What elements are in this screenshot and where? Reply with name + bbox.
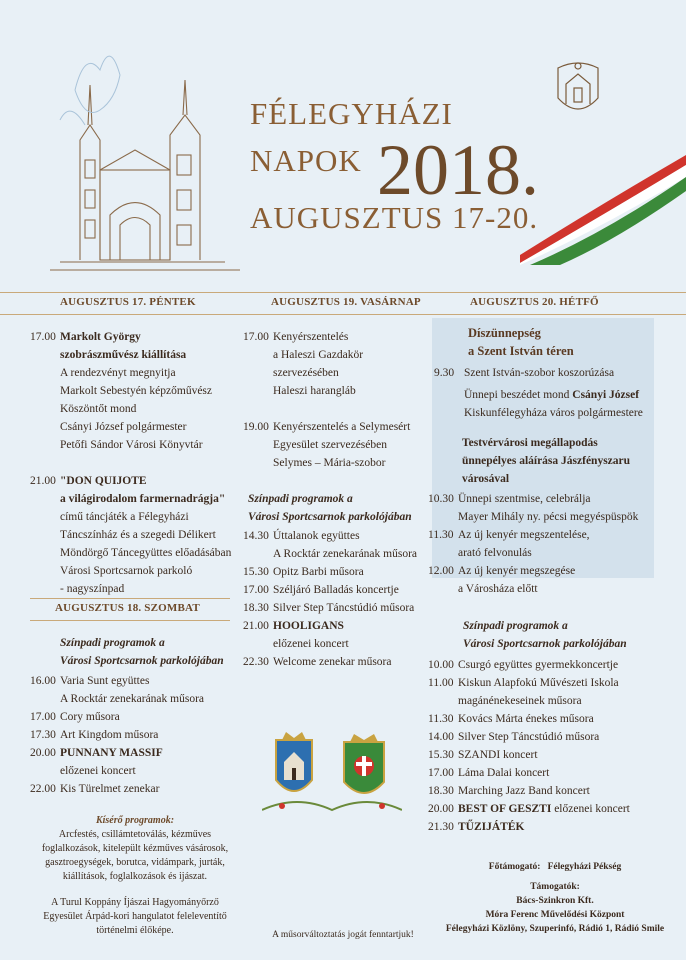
schedule-row [243, 599, 443, 617]
heading-rule [0, 314, 686, 315]
monday-schedule [428, 490, 678, 598]
schedule-row [30, 672, 240, 690]
schedule-row [30, 508, 240, 526]
schedule-text: Kovács Márta énekes műsora [458, 713, 594, 725]
heading-rule [30, 620, 230, 621]
schedule-time: 10.30 [428, 493, 454, 505]
schedule-text: A Rocktár zenekarának műsora [273, 548, 418, 560]
schedule-text: előzenei koncert [60, 765, 136, 777]
schedule-row [30, 562, 240, 580]
schedule-row [30, 690, 240, 708]
saturday-schedule [30, 672, 240, 798]
town-crests-icon [262, 730, 402, 818]
schedule-row [30, 328, 240, 346]
schedule-text: - nagyszínpad [60, 583, 125, 595]
schedule-time: 17.00 [428, 767, 454, 779]
schedule-row [30, 382, 240, 400]
schedule-time: 20.00 [428, 803, 454, 815]
schedule-row [428, 800, 678, 818]
church-illustration [40, 30, 250, 280]
schedule-row [30, 708, 240, 726]
schedule-row [30, 490, 240, 508]
schedule-time: 15.30 [428, 749, 454, 761]
schedule-row [428, 818, 678, 836]
day-sunday: AUGUSZTUS 19. VASÁRNAP [271, 296, 421, 308]
schedule-text: Az új kenyér megszegése [458, 565, 576, 577]
schedule-row [428, 674, 678, 692]
schedule-text: Kis Türelmet zenekar [60, 783, 160, 795]
schedule-row [428, 508, 678, 526]
schedule-row [428, 728, 678, 746]
schedule-row [243, 436, 443, 454]
schedule-time: 11.30 [428, 713, 454, 725]
schedule-text: arató felvonulás [458, 547, 532, 559]
sunday-schedule [243, 328, 443, 472]
schedule-text: Möndörgő Táncegyüttes előadásában [60, 547, 232, 559]
supporters: Támogatók: Bács-Szinkron Kft. Móra Ferenc Művelődési Központ Félegyházi Közlöny, Szuperinfó, Rádió 1, Rádió Smile [445, 882, 665, 934]
schedule-row [428, 764, 678, 782]
schedule-row [428, 544, 678, 562]
schedule-row [30, 418, 240, 436]
schedule-text: Ünnepi szentmise, celebrálja [458, 493, 591, 505]
schedule-text: Táncszínház és a szegedi Délikert [60, 529, 216, 541]
day-friday: AUGUSZTUS 17. PÉNTEK [60, 296, 196, 308]
day-saturday: AUGUSZTUS 18. SZOMBAT [55, 602, 200, 614]
schedule-row [243, 563, 443, 581]
schedule-text: "DON QUIJOTE [60, 475, 147, 487]
heading-rule [30, 598, 230, 599]
sister-city-text: Testvérvárosi megállapodás ünnepélyes aláírása Jászfényszaru városával [462, 437, 631, 485]
schedule-text: Haleszi harangláb [273, 385, 356, 397]
schedule-row [30, 526, 240, 544]
schedule-time: 18.30 [243, 602, 269, 614]
schedule-text: Egyesület szervezésében [273, 439, 387, 451]
schedule-text: BEST OF GESZTI előzenei koncert [458, 803, 630, 815]
disclaimer: A műsorváltoztatás jogát fenntartjuk! [272, 930, 414, 940]
schedule-time: 21.30 [428, 821, 454, 833]
schedule-row [30, 346, 240, 364]
schedule-time: 17.30 [30, 729, 56, 741]
schedule-text: TŰZIJÁTÉK [458, 821, 525, 833]
schedule-text: Selymes – Mária-szobor [273, 457, 386, 469]
title-dates: AUGUSZTUS 17-20. [250, 200, 539, 235]
schedule-text: Városi Sportcsarnok parkoló [60, 565, 193, 577]
schedule-row [30, 436, 240, 454]
schedule-row [243, 346, 443, 364]
schedule-row [30, 400, 240, 418]
schedule-row [243, 400, 443, 418]
schedule-text: előzenei koncert [273, 638, 349, 650]
title-year: 2018. [377, 130, 539, 210]
schedule-text: Úttalanok együttes [273, 530, 360, 542]
schedule-text: Széljáró Balladás koncertje [273, 584, 399, 596]
schedule-time: 21.00 [30, 475, 56, 487]
schedule-text: PUNNANY MASSIF [60, 747, 163, 759]
schedule-time: 19.00 [243, 421, 269, 433]
schedule-row [243, 364, 443, 382]
schedule-row [243, 418, 443, 436]
title-line2: NAPOK [250, 143, 362, 178]
schedule-row [30, 364, 240, 382]
schedule-text: magánénekeseinek műsora [458, 695, 582, 707]
schedule-time: 20.00 [30, 747, 56, 759]
sunday-stage-heading: Színpadi programok a Városi Sportcsarnok parkolójában [248, 493, 412, 523]
schedule-text: Markolt Sebestyén képzőművész [60, 385, 213, 397]
schedule-time: 22.00 [30, 783, 56, 795]
schedule-text: a Haleszi Gazdakör [273, 349, 364, 361]
schedule-row [428, 746, 678, 764]
friday-schedule [30, 328, 240, 598]
schedule-text: című táncjáték a Félegyházi [60, 511, 189, 523]
schedule-row [428, 656, 678, 674]
schedule-text: HOOLIGANS [273, 620, 344, 632]
schedule-row [30, 544, 240, 562]
schedule-time: 17.00 [243, 584, 269, 596]
schedule-text: A Rocktár zenekarának műsora [60, 693, 205, 705]
sunday-stage-schedule [243, 527, 443, 671]
schedule-row [243, 527, 443, 545]
schedule-time: 18.30 [428, 785, 454, 797]
flag-ribbon [520, 155, 686, 265]
schedule-text: Csányi József polgármester [60, 421, 187, 433]
monday-stage-heading: Színpadi programok a Városi Sportcsarnok parkolójában [463, 620, 627, 650]
schedule-time: 11.00 [428, 677, 454, 689]
schedule-row [428, 580, 678, 598]
schedule-row [30, 454, 240, 472]
schedule-text: Mayer Mihály ny. pécsi megyéspüspök [458, 511, 639, 523]
day-monday: AUGUSZTUS 20. HÉTFŐ [470, 296, 599, 308]
schedule-row [243, 382, 443, 400]
schedule-row [30, 472, 240, 490]
schedule-text: Csurgó együttes gyermekkoncertje [458, 659, 619, 671]
schedule-text: Kenyérszentelés a Selymesért [273, 421, 411, 433]
schedule-text: Kiskun Alapfokú Művészeti Iskola [458, 677, 619, 689]
schedule-time: 11.30 [428, 529, 454, 541]
saturday-stage-heading: Színpadi programok a Városi Sportcsarnok parkolójában [60, 637, 224, 667]
schedule-text: Köszöntőt mond [60, 403, 137, 415]
schedule-text: a Városháza előtt [458, 583, 538, 595]
monday-stage-schedule [428, 656, 678, 836]
schedule-row [30, 744, 240, 762]
schedule-text: SZANDI koncert [458, 749, 538, 761]
schedule-row [30, 726, 240, 744]
turul-text: A Turul Koppány Íjászai Hagyományőrző Egyesület Árpád-kori hangulatot feleleventítő történelmi élőképe. [43, 897, 227, 936]
schedule-time: 17.00 [30, 711, 56, 723]
schedule-row [243, 635, 443, 653]
schedule-time: 17.00 [243, 331, 269, 343]
schedule-text: szobrászművész kiállítása [60, 349, 187, 361]
schedule-text: Welcome zenekar műsora [273, 656, 392, 668]
schedule-time: 12.00 [428, 565, 454, 577]
schedule-row [243, 617, 443, 635]
schedule-row [428, 490, 678, 508]
schedule-row [243, 581, 443, 599]
schedule-text: Petőfi Sándor Városi Könyvtár [60, 439, 203, 451]
schedule-row [243, 545, 443, 563]
schedule-text: Marching Jazz Band koncert [458, 785, 590, 797]
schedule-row [30, 762, 240, 780]
schedule-text: Silver Step Táncstúdió műsora [458, 731, 600, 743]
main-sponsor: Főtámogató: Félegyházi Pékség [488, 862, 622, 872]
title-line1: FÉLEGYHÁZI [250, 96, 453, 131]
schedule-row [428, 692, 678, 710]
city-crest-icon [552, 58, 604, 120]
schedule-text: Cory műsora [60, 711, 120, 723]
schedule-text: Art Kingdom műsora [60, 729, 159, 741]
schedule-text: Az új kenyér megszentelése, [458, 529, 590, 541]
schedule-row [428, 562, 678, 580]
schedule-text: Kenyérszentelés [273, 331, 349, 343]
schedule-text: szervezésében [273, 367, 339, 379]
schedule-row [30, 780, 240, 798]
schedule-time: 15.30 [243, 566, 269, 578]
heading-rule [0, 292, 686, 293]
schedule-text: a világirodalom farmernadrágja" [60, 493, 226, 505]
schedule-row [243, 454, 443, 472]
schedule-time: 17.00 [30, 331, 56, 343]
schedule-row [243, 328, 443, 346]
schedule-text: Varia Sunt együttes [60, 675, 150, 687]
schedule-text: Silver Step Táncstúdió műsora [273, 602, 415, 614]
schedule-row [428, 526, 678, 544]
schedule-time: 10.00 [428, 659, 454, 671]
schedule-row [243, 653, 443, 671]
side-programs-text: Arcfestés, csillámtetoválás, kézműves foglalkozások, kitelepült kézműves vásárosok, gasztroegységek, borutca, vidámpark, jurták, kiállítások, foglalkozások és ijászat. [41, 829, 229, 882]
schedule-time: 14.00 [428, 731, 454, 743]
schedule-text: A rendezvényt megnyitja [60, 367, 176, 379]
schedule-text: Opitz Barbi műsora [273, 566, 364, 578]
schedule-row [428, 782, 678, 800]
schedule-text: Láma Dalai koncert [458, 767, 550, 779]
ceremony-title: Díszünnepség a Szent István téren [468, 326, 574, 358]
schedule-text: Markolt György [60, 331, 141, 343]
schedule-time: 21.00 [243, 620, 269, 632]
schedule-row [30, 580, 240, 598]
side-programs-title: Kísérő programok: [95, 815, 175, 826]
ceremony-details: 9.30 Szent István-szobor koszorúzása Ünnepi beszédet mond Csányi József Kiskunfélegyháza város polgármestere [434, 367, 643, 419]
schedule-text-extra: előzenei koncert [551, 803, 630, 815]
schedule-row [428, 710, 678, 728]
schedule-time: 22.30 [243, 656, 269, 668]
schedule-time: 16.00 [30, 675, 56, 687]
schedule-time: 14.30 [243, 530, 269, 542]
